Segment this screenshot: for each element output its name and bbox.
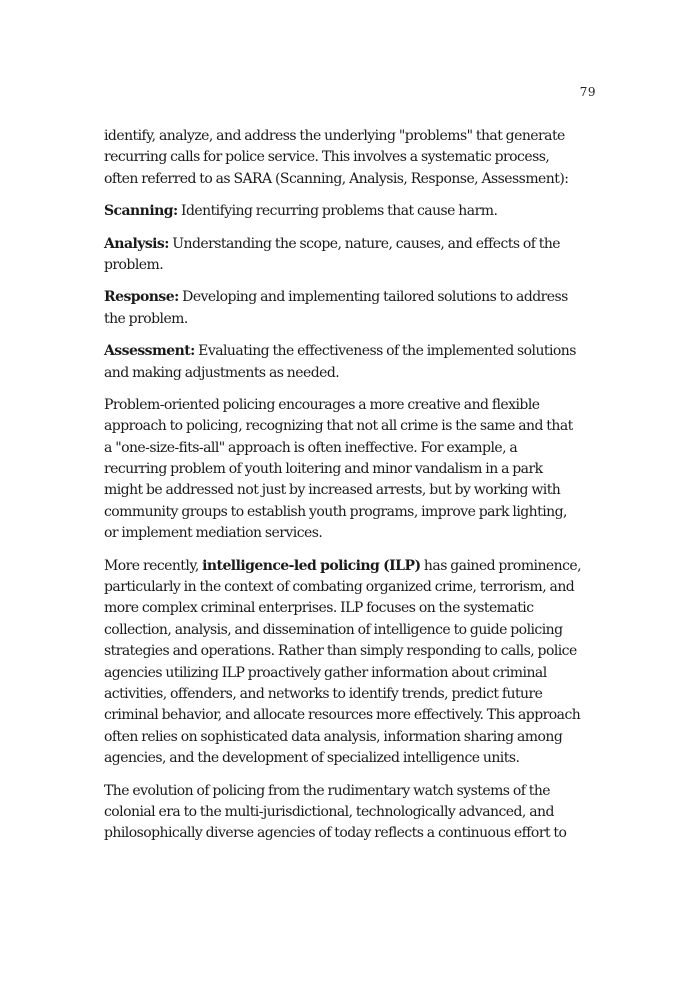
term-definition: Developing and implementing tailored solutions to address — [178, 289, 568, 306]
text-line — [104, 341, 600, 362]
term-label: Analysis: — [104, 235, 169, 252]
text-line — [104, 234, 600, 255]
text-line: identify, analyze, and address the underlying "problems" that generate — [104, 128, 565, 144]
term-definition: Evaluating the effectiveness of the implemented solutions — [194, 343, 576, 360]
text-line: Problem-oriented policing encourages a more creative and flexible — [104, 396, 540, 413]
text-line: often referred to as SARA (Scanning, Analysis, Response, Assessment): — [104, 170, 569, 187]
text-line — [104, 287, 600, 308]
text-line: or implement mediation services. — [104, 525, 323, 542]
body-text — [104, 126, 600, 856]
paragraph-intro — [104, 126, 600, 190]
text-line: often relies on sophisticated data analysis, information sharing among — [104, 728, 563, 745]
text-line: recurring problem of youth loitering and minor vandalism in a park — [104, 461, 543, 478]
paragraph-response — [104, 287, 600, 330]
text-line: might be addressed not just by increased arrests, but by working with — [104, 482, 561, 499]
text-line: colonial era to the multi-jurisdictional, technologically advanced, and — [104, 803, 554, 820]
text-line: particularly in the context of combating organized crime, terrorism, and — [104, 579, 575, 596]
term-label: intelligence-led policing (ILP) — [202, 557, 421, 574]
paragraph-problem-oriented-policing — [104, 395, 600, 545]
trailing-text: has gained prominence, — [420, 557, 582, 574]
lead-text: More recently, — [104, 557, 203, 574]
term-label: Scanning: — [104, 203, 178, 220]
text-line: agencies, and the development of specialized intelligence units. — [104, 750, 520, 767]
text-line — [104, 201, 600, 222]
text-line: philosophically diverse agencies of today reflects a continuous effort to — [104, 825, 567, 842]
text-line: problem. — [104, 256, 164, 273]
paragraph-intelligence-led-policing — [104, 556, 600, 770]
text-line: activities, offenders, and networks to identify trends, predict future — [104, 685, 543, 702]
paragraph-scanning — [104, 201, 600, 222]
text-line: a "one-size-fits-all" approach is often ineffective. For example, a — [104, 439, 518, 456]
text-line: strategies and operations. Rather than simply responding to calls, police — [104, 643, 577, 660]
text-line: the problem. — [104, 310, 188, 327]
term-definition: Understanding the scope, nature, causes, and effects of the — [168, 235, 561, 252]
text-line: community groups to establish youth programs, improve park lighting, — [104, 503, 567, 520]
text-line: The evolution of policing from the rudimentary watch systems of the — [104, 782, 551, 799]
text-line: more complex criminal enterprises. ILP focuses on the systematic — [104, 600, 534, 617]
text-line: agencies utilizing ILP proactively gather information about criminal — [104, 664, 547, 681]
text-line: approach to policing, recognizing that not all crime is the same and that — [104, 418, 573, 435]
paragraph-analysis — [104, 234, 600, 277]
text-line: collection, analysis, and dissemination of intelligence to guide policing — [104, 621, 563, 638]
term-definition: Identifying recurring problems that cause harm. — [177, 203, 498, 220]
text-line — [104, 556, 600, 577]
page-number: 79 — [579, 85, 596, 99]
text-line: criminal behavior, and allocate resources more effectively. This approach — [104, 707, 581, 724]
paragraph-evolution — [104, 781, 600, 845]
text-line: and making adjustments as needed. — [104, 364, 340, 381]
term-label: Assessment: — [104, 343, 195, 360]
text-line: recurring calls for police service. This involves a systematic process, — [104, 149, 550, 166]
paragraph-assessment — [104, 341, 600, 384]
term-label: Response: — [104, 289, 179, 306]
